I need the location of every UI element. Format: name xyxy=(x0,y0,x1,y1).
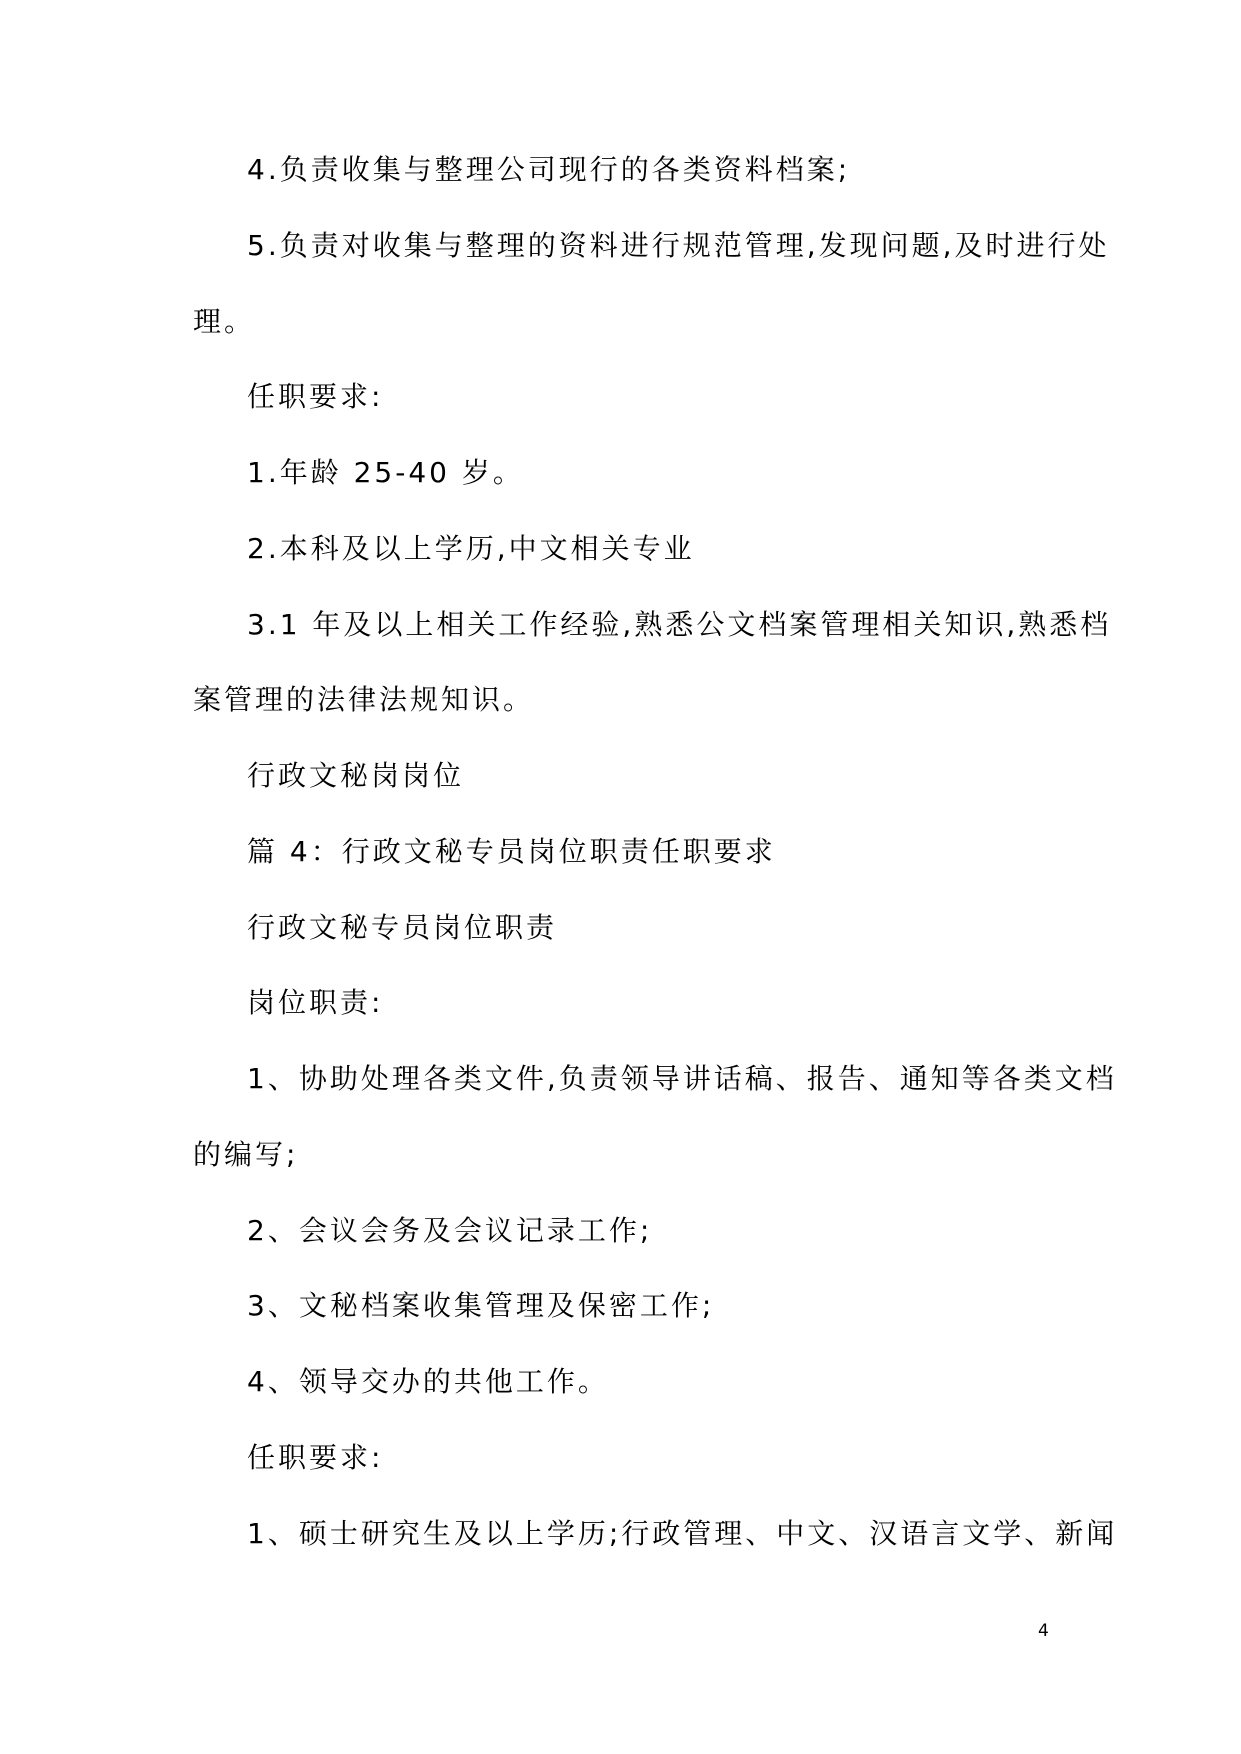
text-line: 篇 4：行政文秘专员岗位职责任职要求 xyxy=(247,835,776,868)
text-line: 2、会议会务及会议记录工作; xyxy=(247,1214,653,1247)
text-line: 2.本科及以上学历,中文相关专业 xyxy=(247,532,695,565)
text-line: 的编写; xyxy=(193,1138,299,1171)
text-line: 1、硕士研究生及以上学历;行政管理、中文、汉语言文学、新闻 xyxy=(247,1517,1118,1550)
text-line: 3、文秘档案收集管理及保密工作; xyxy=(247,1289,715,1322)
text-line: 理。 xyxy=(193,305,256,338)
text-line: 岗位职责: xyxy=(247,986,384,1019)
text-line: 1、协助处理各类文件,负责领导讲话稿、报告、通知等各类文档 xyxy=(247,1062,1117,1095)
text-line: 4.负责收集与整理公司现行的各类资料档案; xyxy=(247,153,851,186)
text-line: 行政文秘专员岗位职责 xyxy=(247,911,558,944)
text-line: 4、领导交办的共他工作。 xyxy=(247,1365,609,1398)
text-line: 5.负责对收集与整理的资料进行规范管理,发现问题,及时进行处 xyxy=(247,229,1110,262)
text-line: 任职要求: xyxy=(247,380,384,413)
text-line: 任职要求: xyxy=(247,1441,384,1474)
text-line: 行政文秘岗岗位 xyxy=(247,759,465,792)
page-number: 4 xyxy=(1038,1621,1049,1641)
text-line: 1.年龄 25-40 岁。 xyxy=(247,456,524,489)
text-line: 案管理的法律法规知识。 xyxy=(193,683,535,716)
text-line: 3.1 年及以上相关工作经验,熟悉公文档案管理相关知识,熟悉档 xyxy=(247,608,1112,641)
